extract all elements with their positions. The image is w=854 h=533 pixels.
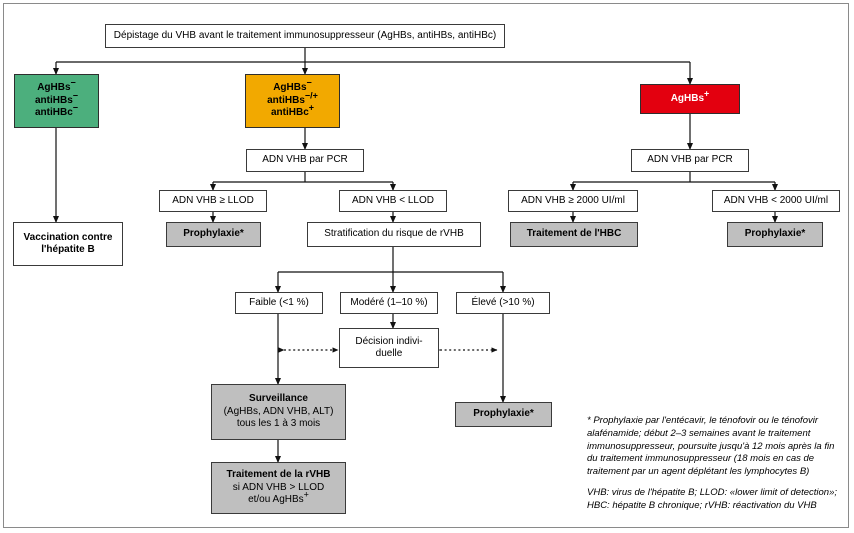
node-risk-eleve-label: Élevé (>10 %) xyxy=(471,296,535,308)
orange-line2: antiHBs xyxy=(267,94,305,106)
green-line2-sup: − xyxy=(72,90,79,101)
node-pcr-right xyxy=(631,149,749,172)
node-adn-lt-llod xyxy=(339,190,447,212)
orange-line1: AgHBs xyxy=(273,82,307,94)
node-pcr-middle xyxy=(246,149,364,172)
node-surveillance-title: Surveillance xyxy=(249,393,308,405)
node-traitement-rvhb-line2: si ADN VHB > LLOD xyxy=(232,481,325,493)
node-risk-faible-label: Faible (<1 %) xyxy=(249,296,309,308)
node-traitement-rvhb-line3: et/ou AgHBs xyxy=(248,494,304,506)
green-line1-sup: − xyxy=(70,77,76,88)
node-screening-title-label: Dépistage du VHB avant le traitement immunosuppresseur (AgHBs, antiHBs, antiHBc) xyxy=(113,29,497,41)
node-prophylaxie-3 xyxy=(455,402,552,427)
node-traitement-rvhb-title: Traitement de la rVHB xyxy=(226,469,331,481)
node-aghbs-negative-antihbc-positive xyxy=(245,74,340,128)
node-stratification xyxy=(307,222,481,247)
legend-footnote: * Prophylaxie par l'entécavir, le ténofovir ou le ténofovir alafénamide; début 2–3 semaines avant le traitement immunosuppresseur, poursuite jusqu'à 12 mois après la fin du traitement immunosuppresseur (18 mois en cas de traitement par un agent déplétant les lymphocytes B) xyxy=(587,415,835,478)
node-decision-individuelle xyxy=(339,328,439,368)
node-risk-modere xyxy=(340,292,438,314)
green-line3: antiHBc xyxy=(34,107,73,119)
node-aghbs-positive xyxy=(640,84,740,114)
node-surveillance-line2: (AgHBs, ADN VHB, ALT) xyxy=(223,405,334,417)
orange-line3: antiHBc xyxy=(270,107,309,119)
node-pcr-middle-label: ADN VHB par PCR xyxy=(262,154,348,166)
node-adn-ge-llod xyxy=(159,190,267,212)
node-prophylaxie-2 xyxy=(727,222,823,247)
node-prophylaxie-2-label: Prophylaxie* xyxy=(744,228,806,240)
orange-line3-sup: + xyxy=(308,102,315,113)
node-traitement-rvhb xyxy=(211,462,346,514)
node-adn-ge-2000-label: ADN VHB ≥ 2000 UI/ml xyxy=(521,194,625,206)
node-traitement-hbc xyxy=(510,222,638,247)
green-line3-sup: − xyxy=(72,102,79,113)
node-surveillance-line3: tous les 1 à 3 mois xyxy=(236,418,321,430)
orange-line1-sup: − xyxy=(306,77,312,88)
node-risk-eleve xyxy=(456,292,550,314)
node-adn-ge-2000 xyxy=(508,190,638,212)
node-surveillance xyxy=(211,384,346,440)
green-line1: AgHBs xyxy=(37,82,71,94)
node-aghbs-negative xyxy=(14,74,99,128)
red-line1-sup: + xyxy=(704,88,710,99)
node-vaccination xyxy=(13,222,123,266)
node-vaccination-label: Vaccination contre l'hépatite B xyxy=(23,231,113,255)
node-traitement-hbc-label: Traitement de l'HBC xyxy=(526,228,622,240)
node-risk-modere-label: Modéré (1–10 %) xyxy=(350,296,428,308)
node-decision-individuelle-label: Décision indivi-duelle xyxy=(355,335,423,359)
node-risk-faible xyxy=(235,292,323,314)
legend-block xyxy=(587,415,837,513)
node-prophylaxie-3-label: Prophylaxie* xyxy=(473,408,534,420)
node-adn-lt-llod-label: ADN VHB < LLOD xyxy=(352,194,434,206)
orange-line2-sup: −/+ xyxy=(304,90,318,101)
node-adn-lt-2000 xyxy=(712,190,840,212)
node-adn-ge-llod-label: ADN VHB ≥ LLOD xyxy=(172,194,254,206)
node-adn-lt-2000-label: ADN VHB < 2000 UI/ml xyxy=(723,194,829,206)
node-screening-title xyxy=(105,24,505,48)
node-stratification-label: Stratification du risque de rVHB xyxy=(324,228,464,240)
node-pcr-right-label: ADN VHB par PCR xyxy=(647,154,733,166)
legend-abbreviations: VHB: virus de l'hépatite B; LLOD: «lower limit of detection»; HBC: hépatite B chronique; rVHB: réactivation du VHB xyxy=(587,487,837,511)
green-line2: antiHBs xyxy=(34,94,73,106)
node-prophylaxie-1 xyxy=(166,222,261,247)
node-prophylaxie-1-label: Prophylaxie* xyxy=(183,228,244,240)
red-line1: AgHBs xyxy=(670,92,705,104)
node-traitement-rvhb-line3-sup: + xyxy=(303,489,309,500)
